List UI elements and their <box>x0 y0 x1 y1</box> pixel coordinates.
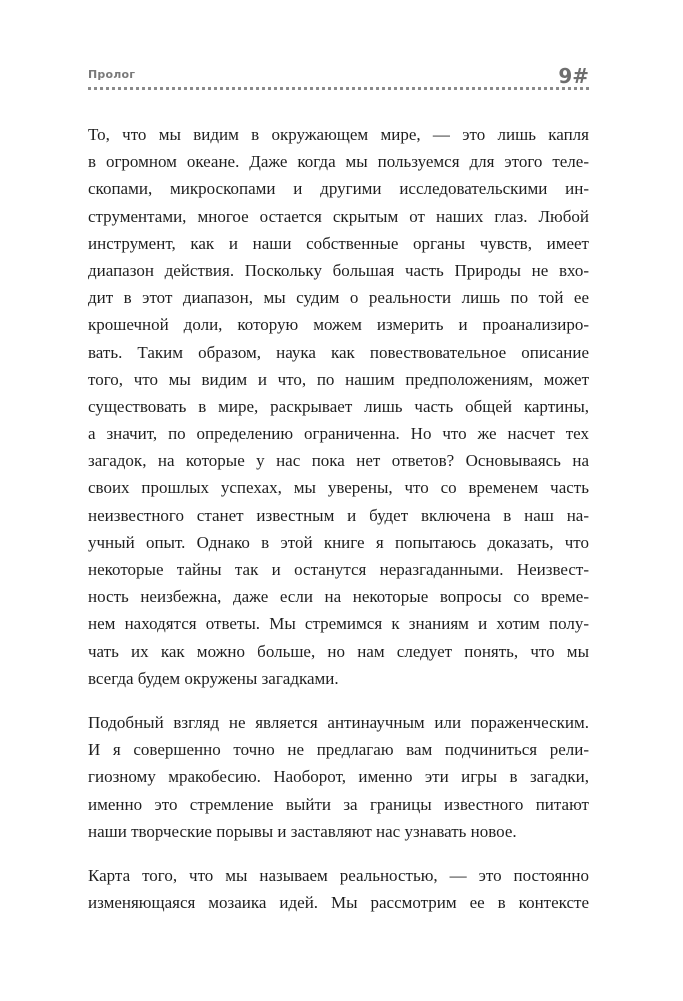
page-number: 9# <box>558 64 589 88</box>
text-line: гиозному мракобесию. Наоборот, именно эти игры в загадки, <box>88 767 589 787</box>
page-header <box>88 56 589 90</box>
text-line: крошечной доли, которую можем измерить и проанализиро- <box>88 315 589 335</box>
text-line: ность неизбежна, даже если на некоторые вопросы со време- <box>88 587 589 607</box>
text-line: того, что мы видим и что, по нашим предположениям, может <box>88 369 589 389</box>
text-line: струментами, многое остается скрытым от наших глаз. Любой <box>88 206 589 226</box>
text-line: своих прошлых успехах, мы уверены, что со временем часть <box>88 478 589 498</box>
text-line: нем находятся ответы. Мы стремимся к знаниям и хотим полу- <box>88 614 589 634</box>
text-line: скопами, микроскопами и другими исследовательскими ин- <box>88 179 589 199</box>
running-head: Пролог <box>88 68 136 81</box>
page-body <box>88 121 589 916</box>
text-line: изменяющаяся мозаика идей. Мы рассмотрим ее в контексте <box>88 893 589 913</box>
text-line: чать их как можно больше, но нам следует понять, что мы <box>88 641 589 661</box>
text-line: И я совершенно точно не предлагаю вам подчиниться рели- <box>88 740 589 760</box>
text-line: дит в этот диапазон, мы судим о реальности лишь по той ее <box>88 288 589 308</box>
text-line: всегда будем окружены загадками. <box>88 668 339 688</box>
text-line: а значит, по определению ограниченна. Но что же насчет тех <box>88 424 589 444</box>
text-line: именно это стремление выйти за границы известного питают <box>88 794 589 814</box>
text-line: учный опыт. Однако в этой книге я попытаюсь доказать, что <box>88 532 589 552</box>
text-line: наши творческие порывы и заставляют нас узнавать новое. <box>88 821 517 841</box>
text-line: неизвестного станет известным и будет включена в наш на- <box>88 505 589 525</box>
text-line: Карта того, что мы называем реальностью, — это постоянно <box>88 865 589 885</box>
text-line: инструмент, как и наши собственные органы чувств, имеет <box>88 233 589 253</box>
text-line: Подобный взгляд не является антинаучным или пораженческим. <box>88 712 589 732</box>
text-line: диапазон действия. Поскольку большая часть Природы не вхо- <box>88 260 589 280</box>
text-line: существовать в мире, раскрывает лишь часть общей картины, <box>88 396 589 416</box>
dotted-divider <box>88 87 589 90</box>
text-line: То, что мы видим в окружающем мире, — это лишь капля <box>88 125 589 144</box>
paragraph-2 <box>88 709 589 845</box>
text-line: некоторые тайны так и останутся неразгаданными. Неизвест- <box>88 560 589 579</box>
text-line: загадок, на которые у нас пока нет ответов? Основываясь на <box>88 451 589 471</box>
paragraph-3 <box>88 862 589 916</box>
text-line: в огромном океане. Даже когда мы пользуемся для этого теле- <box>88 152 589 172</box>
paragraph-1 <box>88 121 589 692</box>
text-line: вать. Таким образом, наука как повествовательное описание <box>88 342 589 362</box>
